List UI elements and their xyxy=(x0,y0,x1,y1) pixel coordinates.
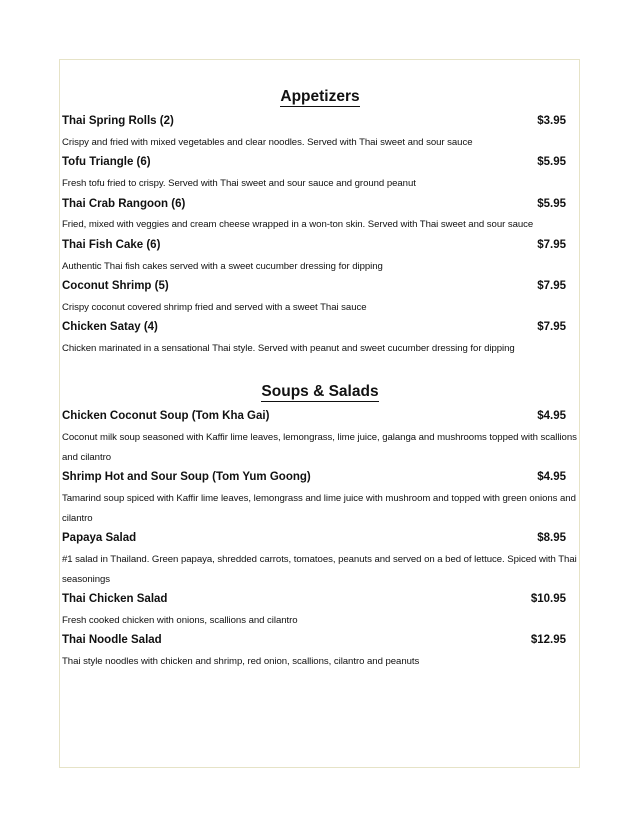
menu-item-name: Chicken Satay (4) xyxy=(62,321,158,333)
menu-item-price: $5.95 xyxy=(537,156,566,168)
menu-item-name: Thai Fish Cake (6) xyxy=(62,239,161,251)
menu-item-price: $10.95 xyxy=(530,593,566,605)
soups-salads-heading xyxy=(0,383,640,401)
menu-item-description: Fried, mixed with veggies and cream cheese wrapped in a won-ton skin. Served with Thai sweet and sour sauce xyxy=(62,219,534,230)
menu-item-description: Authentic Thai fish cakes served with a sweet cucumber dressing for dipping xyxy=(62,261,383,272)
menu-item-name: Thai Chicken Salad xyxy=(62,593,168,605)
menu-item-price: $7.95 xyxy=(537,239,566,251)
soups-salads-heading-text: Soups & Salads xyxy=(261,383,379,400)
menu-item-description: Fresh cooked chicken with onions, scallions and cilantro xyxy=(62,615,298,626)
menu-item-name: Tofu Triangle (6) xyxy=(62,156,151,168)
menu-item-price: $4.95 xyxy=(537,471,566,483)
menu-item-price: $7.95 xyxy=(537,321,566,333)
menu-item-name: Shrimp Hot and Sour Soup (Tom Yum Goong) xyxy=(62,471,311,483)
menu-item-price: $7.95 xyxy=(537,280,566,292)
menu-item-price: $5.95 xyxy=(537,198,566,210)
menu-item-description: #1 salad in Thailand. Green papaya, shredded carrots, tomatoes, peanuts and served on a bed of lettuce. Spiced with Thai seasonings xyxy=(62,554,577,585)
menu-item-description: Tamarind soup spiced with Kaffir lime leaves, lemongrass and lime juice with mushroom and topped with green onions and cilantro xyxy=(62,493,576,524)
menu-item-description: Crispy coconut covered shrimp fried and served with a sweet Thai sauce xyxy=(62,302,367,313)
menu-item-name: Thai Crab Rangoon (6) xyxy=(62,198,186,210)
menu-item-description: Coconut milk soup seasoned with Kaffir lime leaves, lemongrass, lime juice, galanga and mushrooms topped with scallions and cilantro xyxy=(62,432,577,463)
menu-item-description: Chicken marinated in a sensational Thai style. Served with peanut and sweet cucumber dressing for dipping xyxy=(62,343,515,354)
menu-item-price: $3.95 xyxy=(537,115,566,127)
menu-item-description: Fresh tofu fried to crispy. Served with Thai sweet and sour sauce and ground peanut xyxy=(62,178,416,189)
menu-item-price: $8.95 xyxy=(537,532,566,544)
appetizers-heading xyxy=(0,88,640,106)
menu-item-name: Thai Spring Rolls (2) xyxy=(62,115,174,127)
menu-item-name: Coconut Shrimp (5) xyxy=(62,280,169,292)
menu-item-price: $4.95 xyxy=(537,410,566,422)
menu-item-price: $12.95 xyxy=(530,634,566,646)
menu-item-description: Thai style noodles with chicken and shrimp, red onion, scallions, cilantro and peanuts xyxy=(62,656,420,667)
menu-item-name: Papaya Salad xyxy=(62,532,137,544)
menu-item-name: Thai Noodle Salad xyxy=(62,634,162,646)
menu-item-name: Chicken Coconut Soup (Tom Kha Gai) xyxy=(62,410,270,422)
appetizers-heading-text: Appetizers xyxy=(280,88,360,105)
menu-item-description: Crispy and fried with mixed vegetables and clear noodles. Served with Thai sweet and sour sauce xyxy=(62,137,473,148)
